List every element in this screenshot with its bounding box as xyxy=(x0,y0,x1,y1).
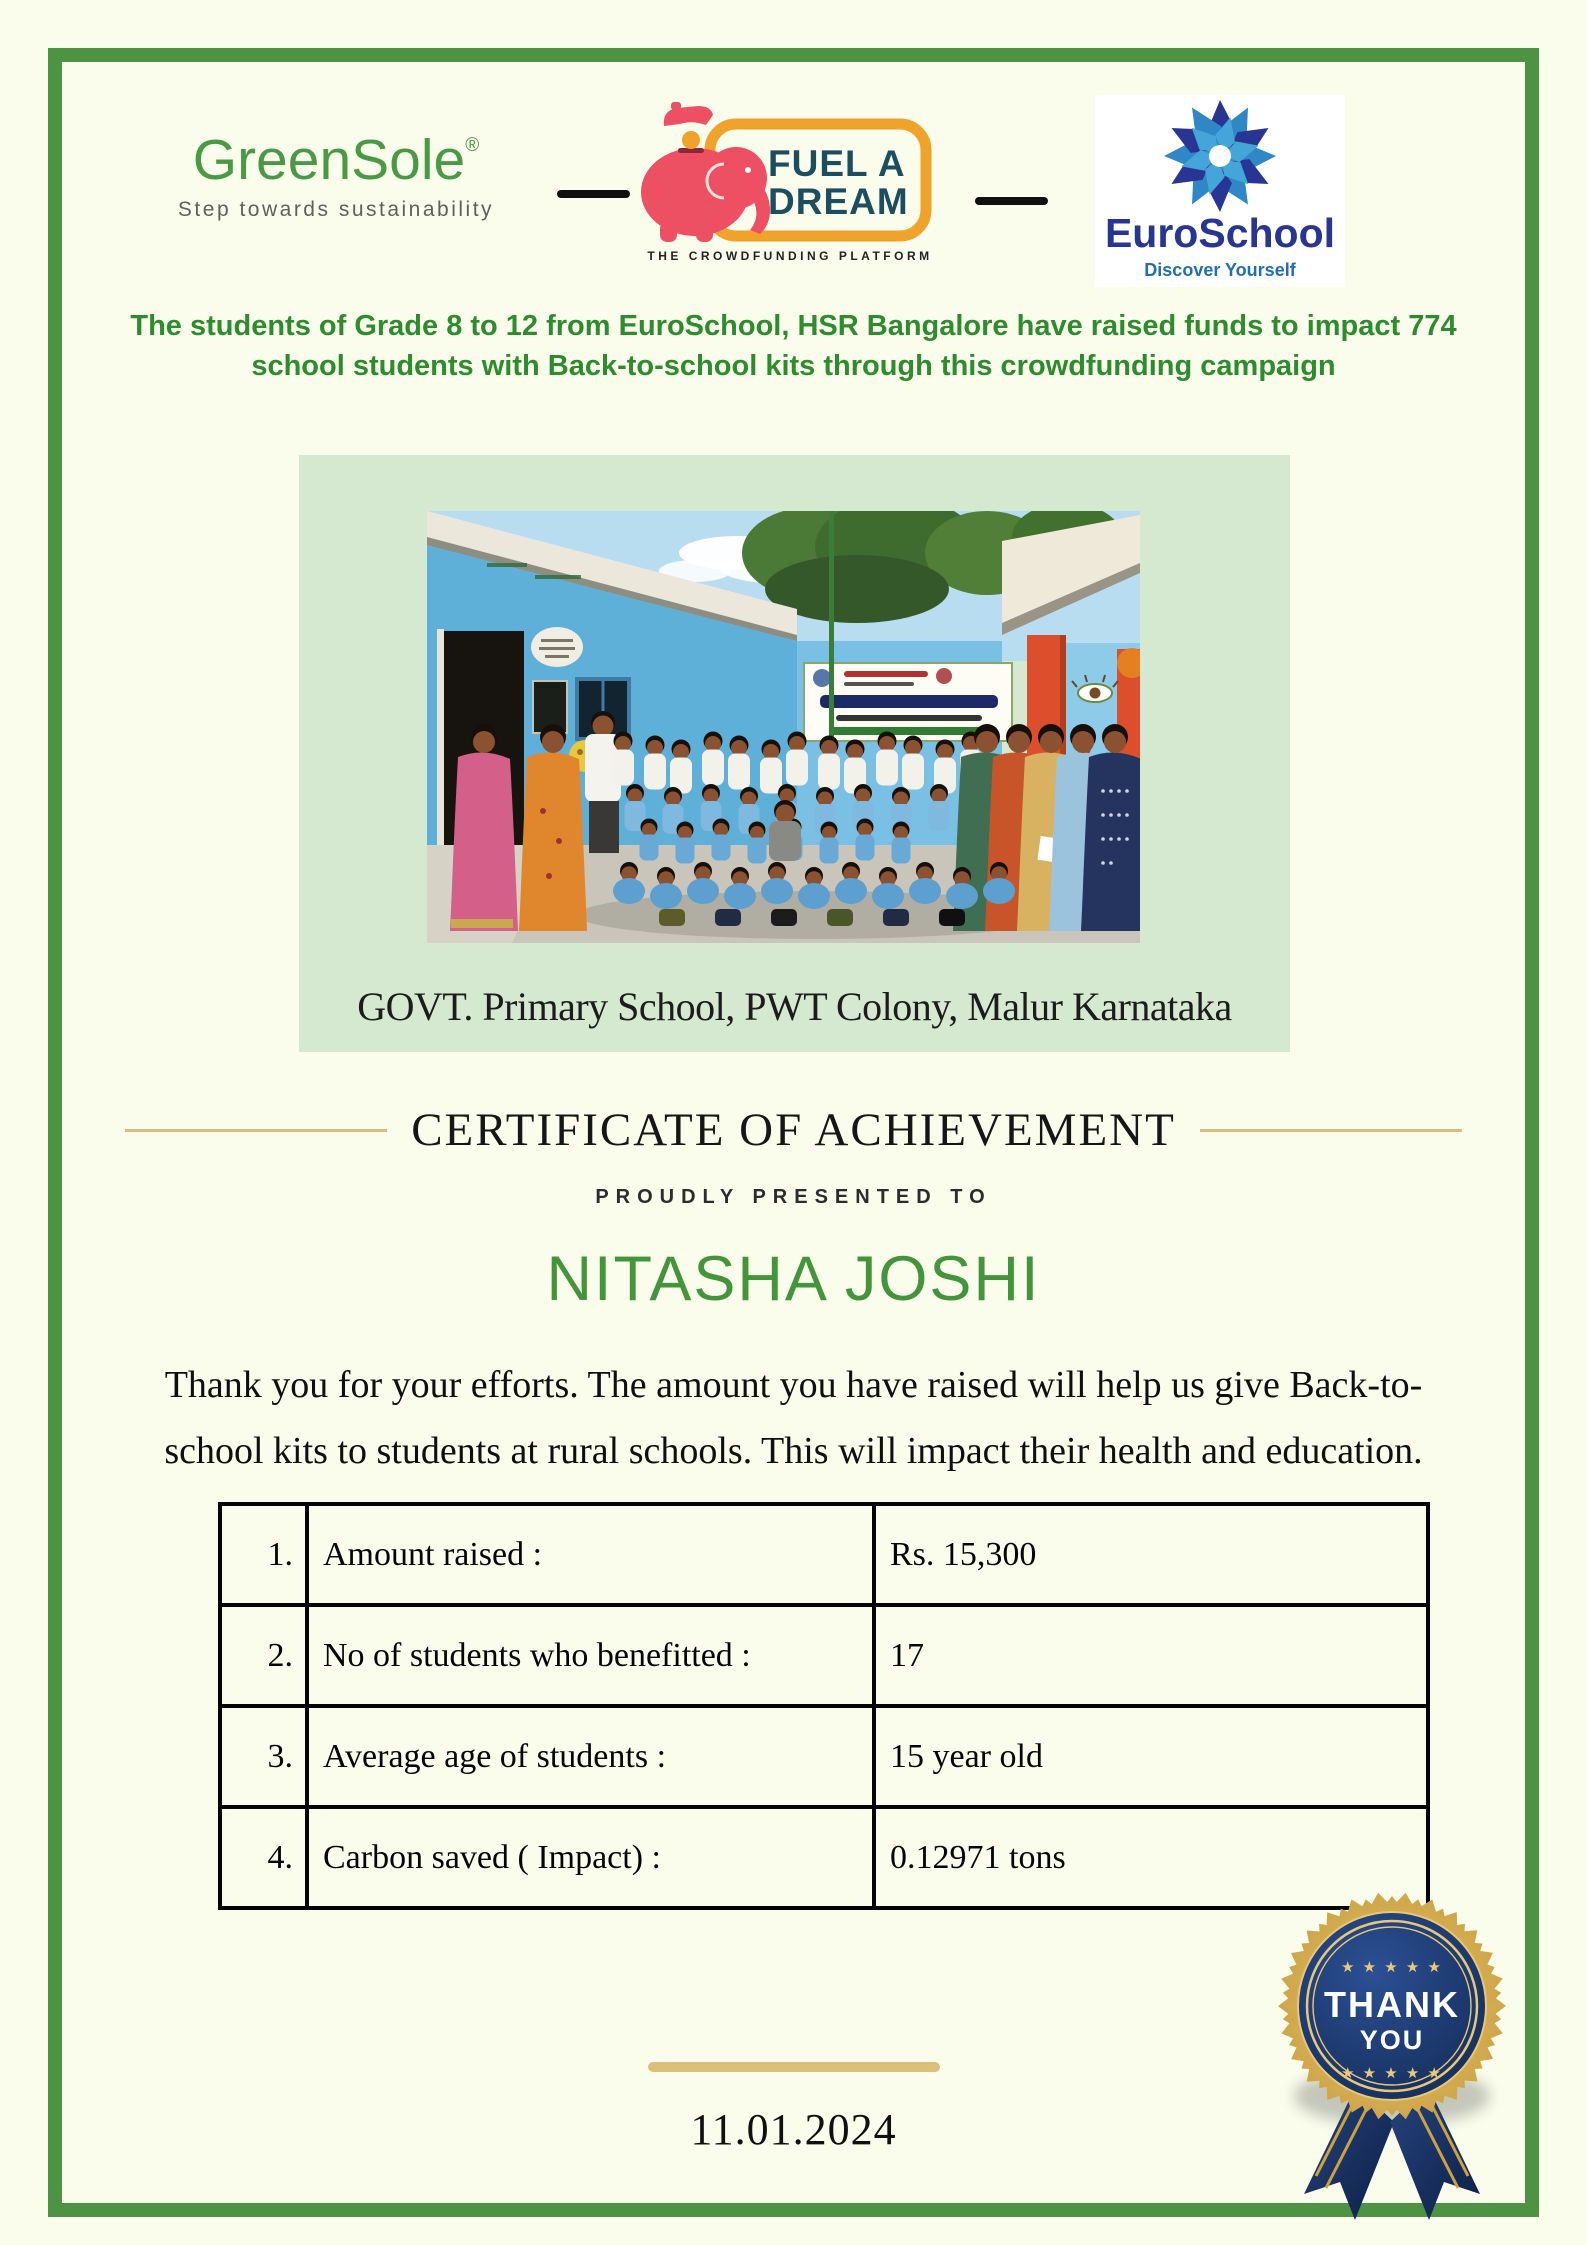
euroschool-star-icon xyxy=(1157,95,1283,217)
row-value: 17 xyxy=(874,1605,1428,1706)
table-row xyxy=(220,1504,1428,1605)
table-row xyxy=(220,1706,1428,1807)
thank-you-badge xyxy=(1256,1886,1528,2242)
flagpole xyxy=(829,511,834,769)
row-number: 4. xyxy=(220,1807,307,1908)
row-label: Carbon saved ( Impact) : xyxy=(307,1807,874,1908)
gold-rule-right xyxy=(1200,1129,1462,1132)
greensole-tagline: Step towards sustainability xyxy=(177,198,495,221)
gold-rule-left xyxy=(125,1129,387,1132)
euroschool-name: EuroSchool xyxy=(1104,210,1336,256)
table-row xyxy=(220,1807,1428,1908)
campaign-subtitle xyxy=(60,306,1527,386)
row-value: 15 year old xyxy=(874,1706,1428,1807)
school-photo-card xyxy=(299,455,1290,1052)
row-label: Average age of students : xyxy=(307,1706,874,1807)
photo-caption: GOVT. Primary School, PWT Colony, Malur Karnataka xyxy=(357,984,1232,1029)
row-value: Rs. 15,300 xyxy=(874,1504,1428,1605)
badge-text-you: YOU xyxy=(1359,2025,1425,2055)
thank-you-message-line1: Thank you for your efforts. The amount you have raised will help us give Back-to- xyxy=(164,1364,1423,1406)
certificate-title: CERTIFICATE OF ACHIEVEMENT xyxy=(411,1104,1176,1156)
fueladream-logo xyxy=(638,90,942,263)
row-label: No of students who benefitted : xyxy=(307,1605,874,1706)
row-value: 0.12971 tons xyxy=(874,1807,1428,1908)
impact-table xyxy=(218,1502,1430,1910)
fueladream-text-line1: FUEL A xyxy=(768,143,906,184)
thank-you-message-line2: school kits to students at rural schools. This will impact their health and education. xyxy=(164,1430,1423,1472)
greensole-wordmark xyxy=(118,128,554,192)
campaign-subtitle-line2: school students with Back-to-school kits through this crowdfunding campaign xyxy=(251,350,1336,382)
euroschool-tagline: Discover Yourself xyxy=(1144,260,1296,280)
greensole-logo xyxy=(118,128,554,222)
certificate-date: 11.01.2024 xyxy=(690,2105,897,2154)
fueladream-tagline: THE CROWDFUNDING PLATFORM xyxy=(647,249,933,263)
row-label: Amount raised : xyxy=(307,1504,874,1605)
registered-mark: ® xyxy=(465,135,480,156)
certificate-title-row xyxy=(0,1103,1587,1157)
badge-stars-bottom: ★ ★ ★ ★ ★ xyxy=(1341,2065,1443,2082)
greensole-name-text: GreenSole xyxy=(192,128,466,192)
row-number: 2. xyxy=(220,1605,307,1706)
table-row xyxy=(220,1605,1428,1706)
row-number: 3. xyxy=(220,1706,307,1807)
presented-to-label: PROUDLY PRESENTED TO xyxy=(595,1186,992,1208)
fueladream-logo-graphic xyxy=(638,90,942,242)
logo-separator-dash xyxy=(557,190,630,198)
fueladream-text-line2: DREAM xyxy=(768,181,909,222)
school-group-photo xyxy=(427,511,1140,943)
gold-divider-line xyxy=(648,2062,940,2072)
badge-text-thank: THANK xyxy=(1324,1984,1460,2025)
row-number: 1. xyxy=(220,1504,307,1605)
recipient-name: NITASHA JOSHI xyxy=(546,1244,1041,1314)
euroschool-logo xyxy=(1095,95,1345,287)
logo-separator-dash xyxy=(975,197,1048,205)
thank-you-message xyxy=(40,1352,1547,1484)
badge-stars-top: ★ ★ ★ ★ ★ xyxy=(1341,1959,1443,1976)
campaign-subtitle-line1: The students of Grade 8 to 12 from EuroSchool, HSR Bangalore have raised funds to impact 774 xyxy=(130,310,1457,342)
